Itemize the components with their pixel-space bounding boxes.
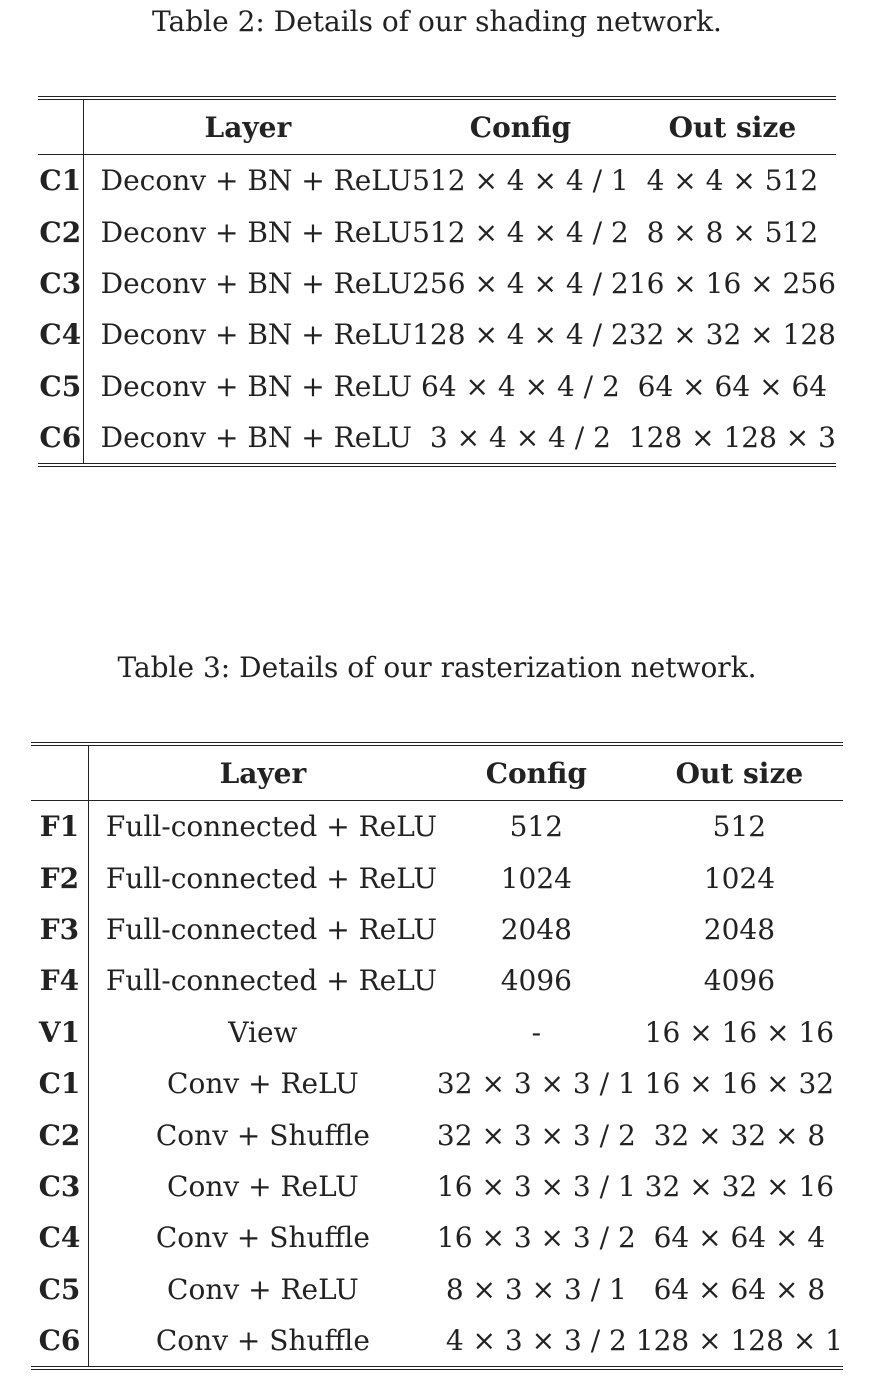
- row-id: C3: [38, 258, 83, 309]
- row-layer: View: [228, 1015, 298, 1049]
- row-out-size: 4096: [703, 964, 776, 998]
- row-out-size: 128 × 128 × 3: [628, 421, 836, 455]
- header-layer: Layer: [88, 744, 437, 801]
- row-id: C5: [31, 1264, 88, 1315]
- header-out-size: Out size: [636, 744, 843, 801]
- row-out-size: 16 × 16 × 32: [644, 1067, 835, 1101]
- row-layer: Full-connected + ReLU: [105, 810, 437, 844]
- row-out-size: 64 × 64 × 8: [653, 1272, 826, 1306]
- row-config: 1024: [500, 861, 572, 895]
- row-id: F3: [31, 904, 88, 955]
- row-config: 512 × 4 × 4 / 2: [412, 215, 629, 249]
- row-layer: Conv + Shuffle: [155, 1118, 370, 1152]
- row-config: 16 × 3 × 3 / 2: [436, 1221, 636, 1255]
- table-row: [38, 258, 836, 309]
- row-layer: Conv + Shuffle: [155, 1324, 370, 1358]
- table-row: [31, 1109, 843, 1160]
- row-out-size: 64 × 64 × 4: [653, 1221, 826, 1255]
- row-config: 4096: [500, 964, 572, 998]
- header-config: Config: [437, 744, 636, 801]
- table3-caption: Table 3: Details of our rasterization network.: [117, 651, 757, 684]
- row-id: F2: [31, 852, 88, 903]
- table-row: [31, 852, 843, 903]
- row-config: 8 × 3 × 3 / 1: [445, 1272, 627, 1306]
- row-config: 512: [509, 810, 564, 844]
- row-out-size: 32 × 32 × 8: [653, 1118, 826, 1152]
- row-id: V1: [31, 1007, 88, 1058]
- row-out-size: 4 × 4 × 512: [646, 164, 819, 198]
- row-layer: Deconv + BN + ReLU: [100, 266, 412, 300]
- row-layer: Deconv + BN + ReLU: [100, 164, 412, 198]
- row-layer: Conv + ReLU: [167, 1272, 359, 1306]
- row-id: C5: [38, 361, 83, 412]
- row-id: C2: [38, 206, 83, 257]
- row-id: C6: [31, 1315, 88, 1368]
- row-out-size: 128 × 128 × 1: [635, 1324, 843, 1358]
- row-out-size: 16 × 16 × 256: [628, 266, 836, 300]
- table-row: [31, 1058, 843, 1109]
- table-row: [38, 412, 836, 465]
- row-config: 128 × 4 × 4 / 2: [412, 318, 629, 352]
- rasterization-network-table: [31, 742, 843, 1370]
- row-layer: Deconv + BN + ReLU: [100, 369, 412, 403]
- header-layer: Layer: [83, 98, 412, 155]
- table-row: [38, 361, 836, 412]
- row-id: C3: [31, 1161, 88, 1212]
- row-out-size: 16 × 16 × 16: [644, 1015, 835, 1049]
- row-out-size: 64 × 64 × 64: [637, 369, 828, 403]
- table-row: [38, 309, 836, 360]
- row-config: 32 × 3 × 3 / 2: [436, 1118, 636, 1152]
- row-config: 16 × 3 × 3 / 1: [436, 1169, 636, 1203]
- table-row: [38, 206, 836, 257]
- header-id: [38, 98, 83, 155]
- row-id: F1: [31, 801, 88, 853]
- row-config: -: [531, 1015, 542, 1049]
- table-row: [31, 955, 843, 1006]
- table-row: [31, 1264, 843, 1315]
- table-header-row: [31, 744, 843, 801]
- row-out-size: 512: [712, 810, 767, 844]
- row-layer: Conv + ReLU: [167, 1067, 359, 1101]
- row-out-size: 32 × 32 × 16: [644, 1169, 835, 1203]
- row-config: 2048: [500, 912, 572, 946]
- row-config: 512 × 4 × 4 / 1: [412, 164, 629, 198]
- header-id: [31, 744, 88, 801]
- row-id: C4: [38, 309, 83, 360]
- table-row: [31, 1212, 843, 1263]
- table-row: [31, 801, 843, 853]
- header-out-size: Out size: [629, 98, 836, 155]
- row-out-size: 2048: [703, 912, 776, 946]
- row-layer: Deconv + BN + ReLU: [100, 421, 412, 455]
- row-out-size: 8 × 8 × 512: [646, 215, 819, 249]
- row-config: 64 × 4 × 4 / 2: [421, 369, 620, 403]
- row-id: F4: [31, 955, 88, 1006]
- table-row: [31, 904, 843, 955]
- row-layer: Deconv + BN + ReLU: [100, 318, 412, 352]
- row-layer: Conv + ReLU: [167, 1169, 359, 1203]
- row-out-size: 1024: [703, 861, 776, 895]
- row-id: C2: [31, 1109, 88, 1160]
- row-id: C1: [38, 155, 83, 207]
- row-config: 32 × 3 × 3 / 1: [436, 1067, 636, 1101]
- row-layer: Full-connected + ReLU: [105, 912, 437, 946]
- row-id: C1: [31, 1058, 88, 1109]
- row-id: C6: [38, 412, 83, 465]
- shading-network-table: [38, 96, 836, 467]
- table-row: [38, 155, 836, 207]
- header-config: Config: [412, 98, 629, 155]
- row-id: C4: [31, 1212, 88, 1263]
- row-layer: Full-connected + ReLU: [105, 861, 437, 895]
- row-config: 256 × 4 × 4 / 2: [412, 266, 629, 300]
- table-row: [31, 1315, 843, 1368]
- table-header-row: [38, 98, 836, 155]
- row-layer: Conv + Shuffle: [155, 1221, 370, 1255]
- row-config: 3 × 4 × 4 / 2: [429, 421, 611, 455]
- row-config: 4 × 3 × 3 / 2: [445, 1324, 627, 1358]
- row-layer: Full-connected + ReLU: [105, 964, 437, 998]
- table-row: [31, 1007, 843, 1058]
- table-row: [31, 1161, 843, 1212]
- table2-caption: Table 2: Details of our shading network.: [152, 5, 722, 38]
- row-layer: Deconv + BN + ReLU: [100, 215, 412, 249]
- row-out-size: 32 × 32 × 128: [628, 318, 836, 352]
